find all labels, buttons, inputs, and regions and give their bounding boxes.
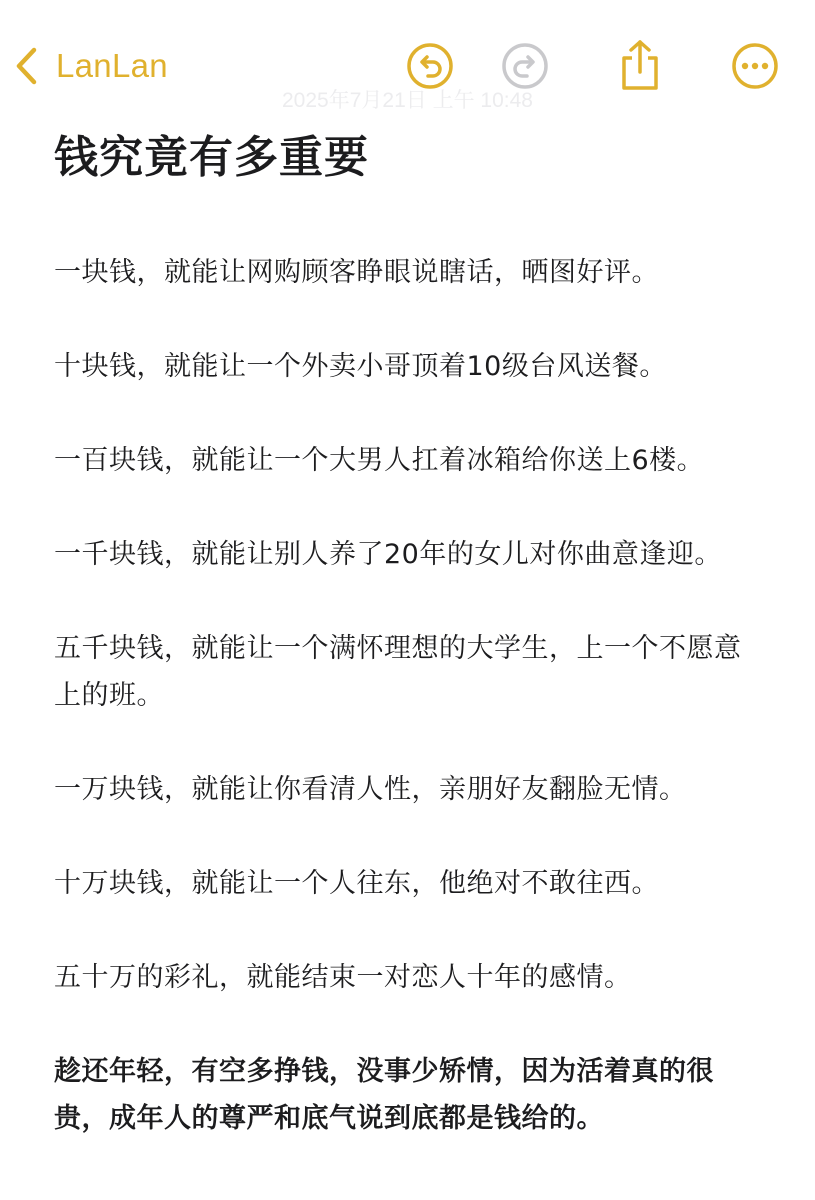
note-paragraph: 一千块钱，就能让别人养了20年的女儿对你曲意逢迎。 xyxy=(54,539,722,570)
undo-icon xyxy=(406,42,454,90)
note-conclusion: 趁还年轻，有空多挣钱，没事少矫情，因为活着真的很贵，成年人的尊严和底气说到底都是钱给的。 xyxy=(54,1056,714,1134)
back-label: LanLan xyxy=(56,47,168,84)
undo-button[interactable] xyxy=(406,42,454,90)
note-paragraph: 五十万的彩礼，就能结束一对恋人十年的感情。 xyxy=(54,962,632,993)
back-button[interactable] xyxy=(14,44,168,88)
more-icon xyxy=(731,42,779,90)
note-paragraph: 五千块钱，就能让一个满怀理想的大学生，上一个不愿意上的班。 xyxy=(54,633,742,711)
note-title: 钱究竟有多重要 xyxy=(54,132,369,183)
note-timestamp: 2025年7月21日 上午 10:48 xyxy=(282,89,533,112)
note-paragraph: 十块钱，就能让一个外卖小哥顶着10级台风送餐。 xyxy=(54,351,667,382)
more-button[interactable] xyxy=(731,42,779,90)
note-body[interactable] xyxy=(54,128,759,1142)
note-paragraph: 十万块钱，就能让一个人往东，他绝对不敢往西。 xyxy=(54,868,659,899)
note-paragraph: 一万块钱，就能让你看清人性，亲朋好友翻脸无情。 xyxy=(54,774,687,805)
navigation-bar xyxy=(0,0,815,112)
redo-button[interactable] xyxy=(501,42,549,90)
redo-icon xyxy=(501,42,549,90)
share-icon xyxy=(616,38,664,92)
note-paragraph: 一块钱，就能让网购顾客睁眼说瞎话，晒图好评。 xyxy=(54,257,659,288)
share-button[interactable] xyxy=(616,38,664,92)
chevron-left-icon xyxy=(14,46,40,86)
note-paragraph: 一百块钱，就能让一个大男人扛着冰箱给你送上6楼。 xyxy=(54,445,705,476)
